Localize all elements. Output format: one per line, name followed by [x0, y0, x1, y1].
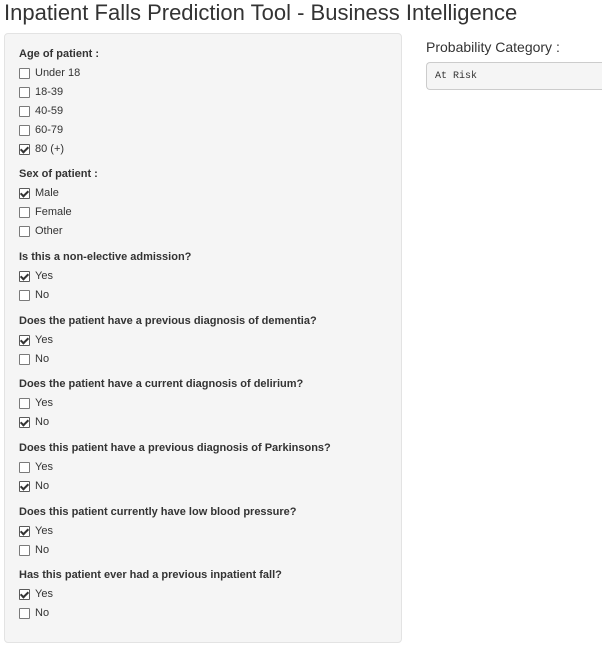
dementia-checkbox-group — [19, 314, 317, 365]
option-label: Yes — [35, 525, 53, 537]
dementia-option-yes[interactable] — [19, 333, 53, 347]
checkbox[interactable] — [19, 354, 30, 365]
output-panel — [426, 38, 560, 82]
checkbox[interactable] — [19, 271, 30, 282]
checkbox[interactable] — [19, 87, 30, 98]
checkbox[interactable] — [19, 545, 30, 556]
option-label: No — [35, 416, 50, 428]
option-label: Yes — [35, 397, 53, 409]
checkbox[interactable] — [19, 526, 30, 537]
parkinsons-option-no[interactable] — [19, 479, 49, 493]
checkbox[interactable] — [19, 226, 30, 237]
delirium-option-no[interactable] — [19, 415, 49, 429]
low-blood-pressure-option-yes[interactable] — [19, 524, 53, 538]
delirium-checkbox-group — [19, 377, 304, 428]
page-title: Inpatient Falls Prediction Tool - Business Intelligence — [4, 0, 518, 25]
checkbox[interactable] — [19, 106, 30, 117]
dementia-group-label: Does the patient have a previous diagnosis of dementia? — [19, 315, 317, 327]
option-label: Yes — [35, 461, 53, 473]
low-blood-pressure-checkbox-group — [19, 505, 297, 556]
age-option-18-39[interactable] — [19, 85, 63, 99]
sex-checkbox-group — [19, 167, 98, 237]
delirium-option-yes[interactable] — [19, 396, 53, 410]
parkinsons-option-yes[interactable] — [19, 460, 53, 474]
probability-category-label: Probability Category : — [426, 39, 560, 55]
non-elective-option-yes[interactable] — [19, 269, 53, 283]
dementia-option-no[interactable] — [19, 352, 49, 366]
checkbox[interactable] — [19, 481, 30, 492]
checkbox[interactable] — [19, 68, 30, 79]
checkbox[interactable] — [19, 417, 30, 428]
non-elective-group-label: Is this a non-elective admission? — [19, 251, 192, 263]
age-option-60-79[interactable] — [19, 123, 63, 137]
option-label: Female — [35, 206, 72, 218]
age-group-label: Age of patient : — [19, 48, 100, 60]
previous-fall-group-label: Has this patient ever had a previous inpatient fall? — [19, 569, 282, 581]
parkinsons-group-label: Does this patient have a previous diagnosis of Parkinsons? — [19, 442, 331, 454]
non-elective-checkbox-group — [19, 250, 192, 301]
checkbox[interactable] — [19, 144, 30, 155]
parkinsons-checkbox-group — [19, 441, 331, 492]
probability-category-output: At Risk — [426, 62, 602, 90]
checkbox[interactable] — [19, 125, 30, 136]
option-label: No — [35, 607, 50, 619]
option-label: No — [35, 544, 50, 556]
checkbox[interactable] — [19, 207, 30, 218]
option-label: 60-79 — [35, 124, 64, 136]
option-label: No — [35, 353, 50, 365]
checkbox[interactable] — [19, 335, 30, 346]
checkbox[interactable] — [19, 398, 30, 409]
option-label: 40-59 — [35, 105, 64, 117]
previous-fall-checkbox-group — [19, 568, 282, 619]
checkbox[interactable] — [19, 462, 30, 473]
low-blood-pressure-group-label: Does this patient currently have low blood pressure? — [19, 506, 297, 518]
checkbox[interactable] — [19, 608, 30, 619]
previous-fall-option-no[interactable] — [19, 606, 49, 620]
sex-option-other[interactable] — [19, 224, 63, 238]
age-checkbox-group — [19, 47, 100, 155]
option-label: No — [35, 289, 50, 301]
option-label: 18-39 — [35, 86, 64, 98]
age-option-80-plus[interactable] — [19, 142, 64, 156]
non-elective-option-no[interactable] — [19, 288, 49, 302]
input-sidebar-panel — [4, 33, 402, 643]
checkbox[interactable] — [19, 589, 30, 600]
option-label: 80 (+) — [35, 143, 65, 155]
checkbox[interactable] — [19, 290, 30, 301]
option-label: No — [35, 480, 50, 492]
age-option-40-59[interactable] — [19, 104, 63, 118]
age-option-under-18[interactable] — [19, 66, 80, 80]
low-blood-pressure-option-no[interactable] — [19, 543, 49, 557]
delirium-group-label: Does the patient have a current diagnosis of delirium? — [19, 378, 304, 390]
sex-option-female[interactable] — [19, 205, 72, 219]
option-label: Yes — [35, 270, 53, 282]
sex-option-male[interactable] — [19, 186, 59, 200]
checkbox[interactable] — [19, 188, 30, 199]
option-label: Under 18 — [35, 67, 81, 79]
option-label: Yes — [35, 334, 53, 346]
sex-group-label: Sex of patient : — [19, 168, 98, 180]
option-label: Other — [35, 225, 63, 237]
previous-fall-option-yes[interactable] — [19, 587, 53, 601]
option-label: Male — [35, 187, 59, 199]
option-label: Yes — [35, 588, 53, 600]
